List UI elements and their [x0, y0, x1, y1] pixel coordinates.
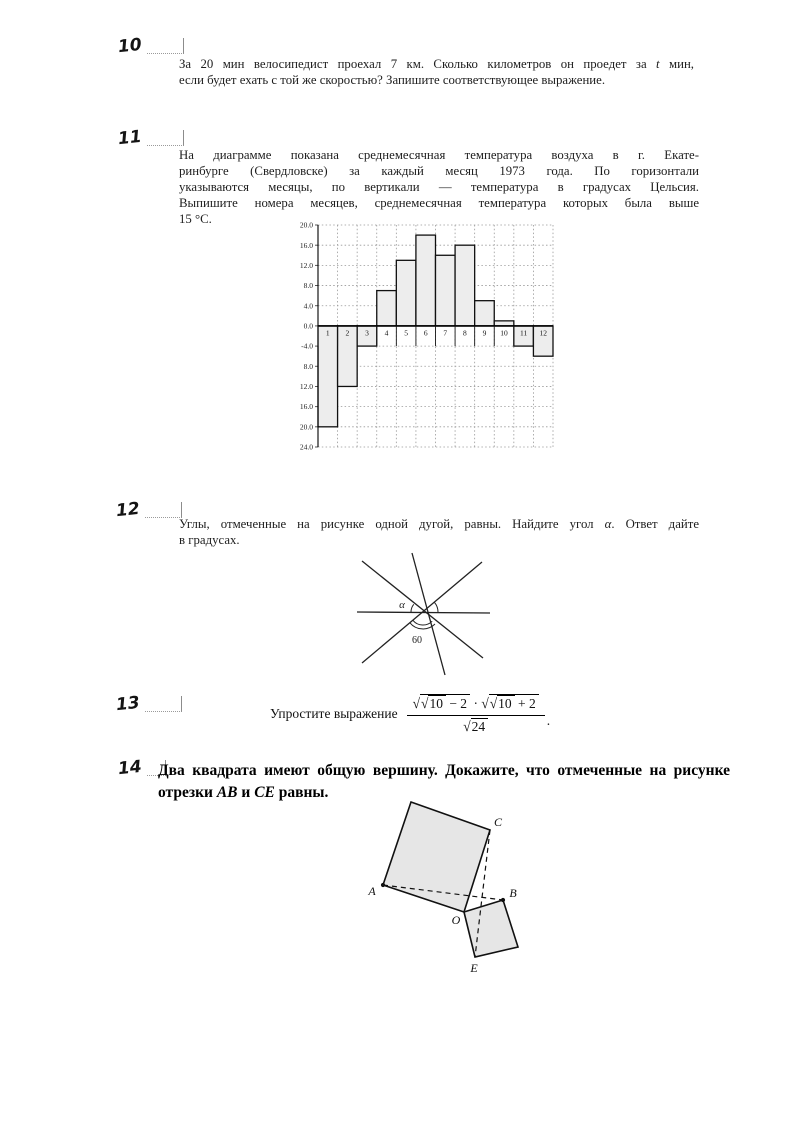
problem-12-marker [116, 500, 182, 520]
problem-14-line-1: Два квадрата имеют общую вершину. Докажите, что отмеченные на рисунке [158, 762, 730, 779]
y-tick-label: 16.0 [299, 402, 313, 412]
bar-month-1 [318, 326, 338, 427]
problem-11-marker [118, 128, 184, 148]
radicand: 10 [428, 695, 446, 712]
y-tick-label: 12.0 [299, 260, 313, 270]
bar-month-5 [396, 260, 416, 326]
x-tick-label: 4 [384, 328, 389, 338]
problem-12-line-2: в градусах. [179, 533, 240, 547]
x-tick-label: 7 [443, 328, 448, 338]
right-angle-arc [435, 602, 439, 612]
problem-11-number: 11 [117, 126, 143, 150]
problem-12-corner-mark [145, 502, 182, 518]
y-tick-label: 8.0 [303, 361, 313, 371]
x-tick-label: 11 [520, 328, 528, 338]
label-O: O [451, 913, 461, 927]
text-run: равны. [274, 784, 329, 801]
label-B: B [509, 886, 517, 900]
radical-sign: √ [481, 695, 489, 712]
bar-month-4 [377, 291, 397, 326]
multiplication-dot: · [473, 696, 478, 711]
problem-11-text [179, 147, 699, 227]
y-tick-label: -4.0 [301, 341, 313, 351]
simplify-prompt: Упростите выражение [270, 705, 398, 721]
problem-10-line-1 [179, 56, 694, 72]
problem-10-corner-mark [147, 38, 184, 54]
y-tick-label: 12.0 [299, 382, 313, 392]
problem-11-corner-mark [147, 130, 184, 146]
horizontal-line [357, 612, 490, 613]
x-tick-label: 10 [500, 328, 508, 338]
alpha-angle-arc [411, 604, 414, 612]
radicand: 24 [471, 718, 489, 735]
angles-figure [330, 548, 560, 680]
problem-10-line-2: если будет ехать с той же скоростью? Запишите соответствующее выражение. [179, 73, 606, 87]
text-run: мин, [659, 57, 694, 71]
sentence-period: . [546, 713, 551, 728]
problem-11-line-5: 15 °C. [179, 212, 212, 226]
label-E: E [470, 961, 478, 975]
text-run: отрезки [158, 784, 217, 801]
outer-radical-2 [481, 696, 538, 711]
radical-sign: √ [489, 695, 498, 712]
y-tick-label: 20.0 [299, 422, 313, 432]
bar-month-7 [436, 255, 456, 326]
x-tick-label: 12 [539, 328, 547, 338]
two-squares-figure [350, 790, 580, 990]
bar-month-8 [455, 245, 475, 326]
radicand: 10 [497, 695, 515, 712]
problem-10-text [179, 56, 694, 88]
text-run: Углы, отмеченные на рисунке одной дугой, равны. Найдите угол [179, 517, 605, 531]
y-tick-label: 16.0 [299, 240, 313, 250]
fraction-denominator [407, 716, 545, 735]
bar-month-6 [416, 235, 436, 326]
problem-13-formula [270, 692, 550, 735]
x-tick-label: 9 [482, 328, 487, 338]
problem-11-line-4: Выпишите номера месяцев, среднемесячная температура которых была выше [179, 196, 699, 210]
radical-tail: + 2 [518, 696, 536, 711]
denominator-radical [463, 719, 488, 734]
problem-12-number: 12 [115, 498, 141, 522]
sixty-angle-arc-inner [413, 620, 432, 625]
bar-month-9 [475, 301, 495, 326]
variable-alpha: α [604, 517, 612, 531]
y-tick-label: 4.0 [303, 301, 313, 311]
radical-sign: √ [412, 695, 421, 712]
x-tick-label: 1 [325, 328, 330, 338]
y-tick-label: 20.0 [299, 220, 313, 230]
variable-t: t [656, 57, 660, 71]
inner-radical-1 [421, 696, 446, 711]
problem-11-line-2: ринбурге (Свердловске) за каждый месяц 1973 года. По горизонтали [179, 164, 699, 178]
label-C: C [493, 815, 503, 829]
x-tick-label: 6 [423, 328, 428, 338]
problem-13-corner-mark [145, 696, 182, 712]
small-square [464, 900, 518, 957]
radical-sign: √ [463, 718, 471, 735]
diagonal-line-ul-lr [362, 561, 483, 658]
problem-10-number: 10 [117, 34, 143, 58]
text-run: . Ответ дайте [611, 517, 699, 531]
segment-ce-label: CE [254, 784, 275, 801]
large-square [383, 802, 490, 912]
y-tick-label: 24.0 [299, 442, 313, 452]
inner-radical-2 [490, 696, 515, 711]
problem-12-line-1 [179, 516, 699, 532]
near-vertical-line [412, 553, 445, 675]
segment-ab-label: AB [216, 784, 238, 801]
x-tick-label: 5 [404, 328, 408, 338]
temperature-bar-chart [292, 218, 584, 460]
point-B-dot [501, 898, 505, 902]
x-tick-label: 8 [463, 328, 467, 338]
problem-14-number: 14 [117, 756, 143, 780]
problem-11-line-1: На диаграмме показана среднемесячная температура воздуха в г. Екате- [179, 148, 699, 162]
sixty-label: 60 [412, 635, 422, 646]
problem-13-number: 13 [115, 692, 141, 716]
fraction-numerator [407, 692, 545, 716]
label-A: A [368, 884, 376, 898]
x-tick-label: 2 [345, 328, 350, 338]
point-A-dot [381, 883, 385, 887]
text-run: и [237, 784, 255, 801]
y-tick-label: 8.0 [303, 281, 313, 291]
radical-tail: − 2 [449, 696, 468, 711]
problem-12-text [179, 516, 699, 548]
radical-sign: √ [421, 695, 429, 712]
fraction [407, 692, 545, 735]
problem-10-marker [118, 36, 184, 56]
problem-11-line-3: указываются месяцы, по вертикали — температура в градусах Цельсия. [179, 180, 699, 194]
y-tick-label: 0.0 [303, 321, 313, 331]
alpha-label: α [399, 599, 405, 611]
problem-13-marker [116, 694, 182, 714]
outer-radical-1 [413, 696, 470, 711]
x-tick-label: 3 [365, 328, 369, 338]
text-run: За 20 мин велосипедист проехал 7 км. Сколько километров он проедет за [179, 57, 657, 71]
